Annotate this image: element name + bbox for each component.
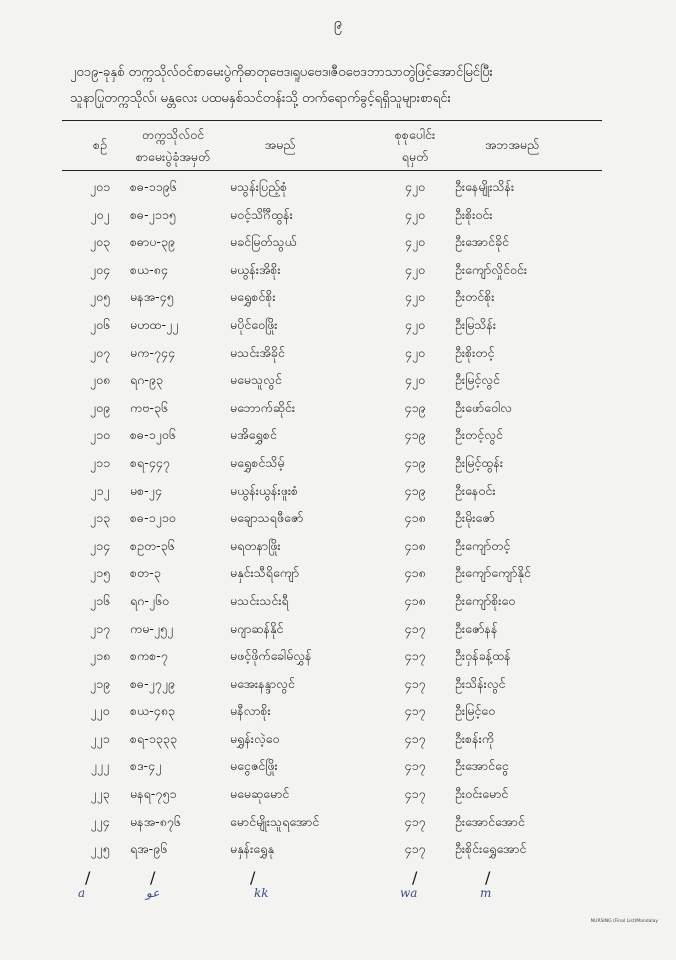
title-line-2: သူနာပြုတက္ကသိုလ်၊ မန္တလေး ပထမနှစ်သင်တန်းသို့ တက်ရောက်ခွင့်ရရှိသူများစာရင်း [70, 91, 451, 106]
row-father-name: ဦးတင့်လွင် [455, 427, 503, 443]
header-father: အဘအမည် [484, 137, 540, 152]
header-top-rule [62, 120, 602, 121]
table-row [0, 754, 676, 782]
row-number: ၂၁၉ [89, 675, 111, 691]
row-number: ၂၁၇ [89, 620, 111, 636]
row-total-score: ၄၁၉ [404, 427, 426, 443]
row-total-score: ၄၂၀ [404, 316, 426, 332]
table-row [0, 534, 676, 562]
row-student-name: မအေးနန္ဒာလွင် [230, 675, 295, 691]
row-registration-number: မစ-၂၄ [130, 482, 162, 498]
table-row [0, 617, 676, 645]
row-student-name: မချောသရဖီဇော် [230, 510, 304, 526]
row-student-name: မဝင့်သိင်္ဂီထွန်း [230, 206, 293, 222]
row-total-score: ၄၁၉ [404, 399, 426, 415]
row-student-name: မရွှန်းလဲ့ဝေ [230, 730, 280, 746]
row-father-name: ဦးအောင်အောင် [455, 813, 525, 829]
header-score-line1: စုစုပေါင်း [394, 127, 436, 142]
row-father-name: ဦးကျော်လှိုင်ဝင်း [455, 261, 528, 277]
tick-3: / [250, 868, 256, 887]
row-father-name: ဦးကျော်စိုးဝေ [455, 592, 516, 608]
row-father-name: ဦးမြင့်ထွန်း [455, 454, 504, 470]
header-reg-line1: တက္ကသိုလ်ဝင် [141, 127, 205, 142]
row-number: ၂၀၁ [89, 179, 111, 194]
row-total-score: ၄၁၇ [404, 648, 426, 664]
signature-4: wa [400, 886, 418, 900]
row-father-name: ဦးမိုးဇော် [455, 510, 495, 526]
row-total-score: ၄၂၀ [404, 372, 426, 388]
row-number: ၂၁၆ [89, 592, 111, 608]
row-student-name: မပိုင်ဝေဖြိုး [230, 316, 278, 332]
row-registration-number: စဓ-၂၁၁၅ [130, 206, 176, 222]
row-registration-number: စဓ-၁၂၁၀ [130, 510, 176, 526]
table-row [0, 506, 676, 534]
row-number: ၂၁၈ [89, 648, 111, 664]
table-row [0, 589, 676, 617]
header-score-line2: ရမှတ် [401, 149, 429, 164]
page-number: ၉ [333, 14, 343, 32]
row-student-name: မနှင်းသီရိကျော် [230, 565, 300, 581]
row-student-name: မဘောက်ဆိုင်း [230, 399, 296, 415]
row-total-score: ၄၁၉ [404, 482, 426, 498]
table-row [0, 396, 676, 424]
row-registration-number: မက-၇၄၄ [130, 344, 175, 360]
table-row [0, 561, 676, 589]
row-student-name: မသင်းအိခိုင် [230, 344, 285, 360]
signature-2: ﻋﻮ [146, 886, 160, 900]
row-father-name: ဦးဖော်ဝေါလ [455, 399, 512, 415]
table-row [0, 175, 676, 203]
row-total-score: ၄၁၇ [404, 813, 426, 829]
table-row [0, 285, 676, 313]
header-bottom-rule [62, 170, 602, 171]
row-number: ၂၀၉ [89, 399, 111, 415]
row-total-score: ၄၁၇ [404, 786, 426, 802]
row-number: ၂၂၄ [90, 813, 110, 829]
row-total-score: ၄၂၀ [404, 179, 426, 194]
row-student-name: မနီလာစိုး [230, 703, 271, 719]
table-body [0, 175, 676, 865]
row-father-name: ဦးအောင်ခိုင် [455, 234, 509, 250]
row-total-score: ၄၁၇ [404, 730, 426, 746]
row-total-score: ၄၂၀ [404, 261, 426, 277]
tick-5: / [485, 868, 491, 887]
row-total-score: ၄၁၈ [404, 565, 426, 581]
row-father-name: ဦးစိုးတင့် [455, 344, 495, 360]
row-father-name: ဦးမြင့်ဝေ [455, 703, 496, 719]
row-student-name: မမေဆုမောင် [230, 786, 290, 802]
row-student-name: မခင်မြတ်သွယ် [230, 234, 297, 250]
header-score [380, 124, 450, 168]
row-number: ၂၀၄ [89, 261, 111, 277]
row-student-name: မရွှေစင်စိုး [230, 289, 276, 305]
row-number: ၂၁၂ [90, 482, 110, 498]
row-number: ၂၂၂ [90, 758, 110, 774]
row-total-score: ၄၁၈ [404, 537, 426, 553]
row-registration-number: မဟထ-၂၂ [130, 316, 179, 332]
row-registration-number: စယ-၈၄ [130, 261, 168, 277]
row-student-name: မယွန်းအိစိုး [230, 261, 281, 277]
table-row [0, 727, 676, 755]
row-student-name: မဂျာဆန်နိုင် [230, 620, 284, 636]
table-row [0, 368, 676, 396]
row-father-name: ဦးစန်းကို [455, 730, 495, 746]
row-total-score: ၄၁၇ [404, 758, 426, 774]
row-number: ၂၁၃ [89, 510, 111, 526]
row-total-score: ၄၁၈ [404, 592, 426, 608]
row-total-score: ၄၁၈ [404, 510, 426, 526]
table-row [0, 782, 676, 810]
row-registration-number: မနအ-၈၇၆ [130, 813, 181, 829]
row-registration-number: စဓ-၁၁၉၆ [130, 179, 177, 194]
signature-marks [0, 868, 676, 908]
row-father-name: ဦးဝင်းမောင် [455, 786, 509, 802]
title-line-1: ၂၀၁၉-ခုနှစ် တက္ကသိုလ်ဝင်စာမေးပွဲကိုဓာတုဗေဒ၊ရူပဗေဒ၊ဇီဝဗေဒဘာသာတွဲဖြင့်အောင်မြင်ပြီး [70, 65, 493, 80]
row-number: ၂၀၃ [89, 234, 111, 250]
row-registration-number: စရ-၄၄၇ [130, 454, 170, 470]
row-total-score: ၄၂၀ [404, 344, 426, 360]
tick-2: / [150, 868, 156, 887]
row-student-name: မောင်မျိုးသူရအောင် [230, 813, 320, 829]
signature-5: m [480, 886, 492, 900]
row-registration-number: စယ-၄၈၃ [130, 703, 175, 719]
row-number: ၂၂၀ [90, 703, 110, 719]
row-number: ၂၂၃ [90, 786, 110, 802]
row-registration-number: စတ-၃ [130, 565, 161, 581]
tick-4: / [412, 868, 418, 887]
row-father-name: ဦးမြင့်လွင် [455, 372, 500, 388]
table-row [0, 810, 676, 838]
row-number: ၂၂၅ [90, 841, 110, 857]
row-student-name: မငွေဇင်ဖြိုး [230, 758, 278, 774]
row-student-name: မဖင့်ဖိုက်ခေါမ်လွှန် [230, 648, 312, 664]
table-row [0, 423, 676, 451]
row-registration-number: ရအ-၉၆ [130, 841, 168, 857]
row-student-name: မနှန်းရွှေနု [230, 841, 274, 857]
row-total-score: ၄၁၇ [404, 703, 426, 719]
row-registration-number: ကဗ-၃၆ [130, 399, 168, 415]
row-father-name: ဦးနေဝင်း [455, 482, 496, 498]
table-row [0, 699, 676, 727]
row-number: ၂၀၆ [89, 316, 111, 332]
row-registration-number: မနအ-၄၅ [130, 289, 174, 305]
header-name: အမည် [264, 137, 296, 152]
row-father-name: ဦးဇော်နန် [455, 620, 498, 636]
row-registration-number: စကစ-၇ [130, 648, 168, 664]
row-total-score: ၄၂၀ [404, 289, 426, 305]
table-row [0, 672, 676, 700]
row-number: ၂၂၁ [90, 730, 110, 746]
row-registration-number: စရ-၁၃၃၃ [130, 730, 177, 746]
row-total-score: ၄၁၇ [404, 675, 426, 691]
row-registration-number: စဓ-၁၂၀၆ [130, 427, 176, 443]
table-row [0, 341, 676, 369]
row-student-name: မမေသူလွင် [230, 372, 282, 388]
table-row [0, 837, 676, 865]
row-number: ၂၀၇ [89, 344, 111, 360]
row-father-name: ဦးကျော်တင့် [455, 537, 511, 553]
row-number: ၂၀၂ [90, 206, 110, 222]
signature-3: kk [254, 886, 269, 900]
row-father-name: ဦးကျော်ကျော်နိုင် [455, 565, 531, 581]
row-total-score: ၄၁၇ [404, 841, 426, 857]
header-no: စဉ် [93, 137, 107, 152]
row-registration-number: စဓ-၂၇၂၉ [130, 675, 175, 691]
row-registration-number: စဒ-၄၂ [130, 758, 162, 774]
row-father-name: ဦးစိုင်းရွှေအောင် [455, 841, 527, 857]
header-reg-line2: စာမေးပွဲခုံအမှတ် [135, 149, 211, 164]
row-registration-number: မနရ-၇၅၁ [130, 786, 177, 802]
document-title [70, 60, 630, 112]
row-father-name: ဦးအောင်ငွေ [455, 758, 509, 774]
row-registration-number: စဓာပ-၃၉ [130, 234, 175, 250]
row-student-name: မရတနာဖြိုး [230, 537, 281, 553]
row-number: ၂၀၅ [89, 289, 111, 305]
row-registration-number: ကမ-၂၅၂ [130, 620, 174, 636]
row-student-name: မသွန်းပြည့်စုံ [230, 179, 288, 194]
table-row [0, 644, 676, 672]
row-total-score: ၄၂၀ [404, 234, 426, 250]
table-row [0, 313, 676, 341]
row-number: ၂၁၅ [89, 565, 111, 581]
row-total-score: ၄၁၇ [404, 620, 426, 636]
row-father-name: ဦးဝှန်ခန့်ထန် [455, 648, 511, 664]
row-student-name: မယွန်းယွန်းဖူးစံ [230, 482, 299, 498]
footer-note: NURSING (Final List)Mandalay [590, 919, 658, 924]
row-total-score: ၄၂၀ [404, 206, 426, 222]
table-row [0, 451, 676, 479]
row-father-name: ဦးသိန်းလွင် [455, 675, 506, 691]
row-student-name: မအိရွှေစင် [230, 427, 277, 443]
row-number: ၂၁၀ [89, 427, 111, 443]
row-number: ၂၁၁ [89, 454, 111, 470]
row-father-name: ဦးစိုးဝင်း [455, 206, 493, 222]
row-father-name: ဦးမြသိန်း [455, 316, 497, 332]
row-registration-number: စဥတ-၃၆ [130, 537, 175, 553]
table-row [0, 258, 676, 286]
table-row [0, 230, 676, 258]
row-number: ၂၀၈ [89, 372, 111, 388]
row-registration-number: ရဂ-၉၃ [130, 372, 163, 388]
signature-1: a [78, 886, 86, 900]
row-student-name: မရွှေစင်သိမ့် [230, 454, 285, 470]
table-row [0, 479, 676, 507]
row-total-score: ၄၁၉ [404, 454, 426, 470]
tick-1: / [85, 868, 91, 887]
table-row [0, 203, 676, 231]
row-father-name: ဦးတင်စိုး [455, 289, 495, 305]
row-father-name: ဦးနေမျိုးသိန်း [455, 179, 515, 194]
row-registration-number: ရဂ-၂၆၀ [130, 592, 170, 608]
row-student-name: မသင်းသင်းရီ [230, 592, 289, 608]
row-number: ၂၁၄ [89, 537, 111, 553]
header-reg [118, 124, 228, 168]
